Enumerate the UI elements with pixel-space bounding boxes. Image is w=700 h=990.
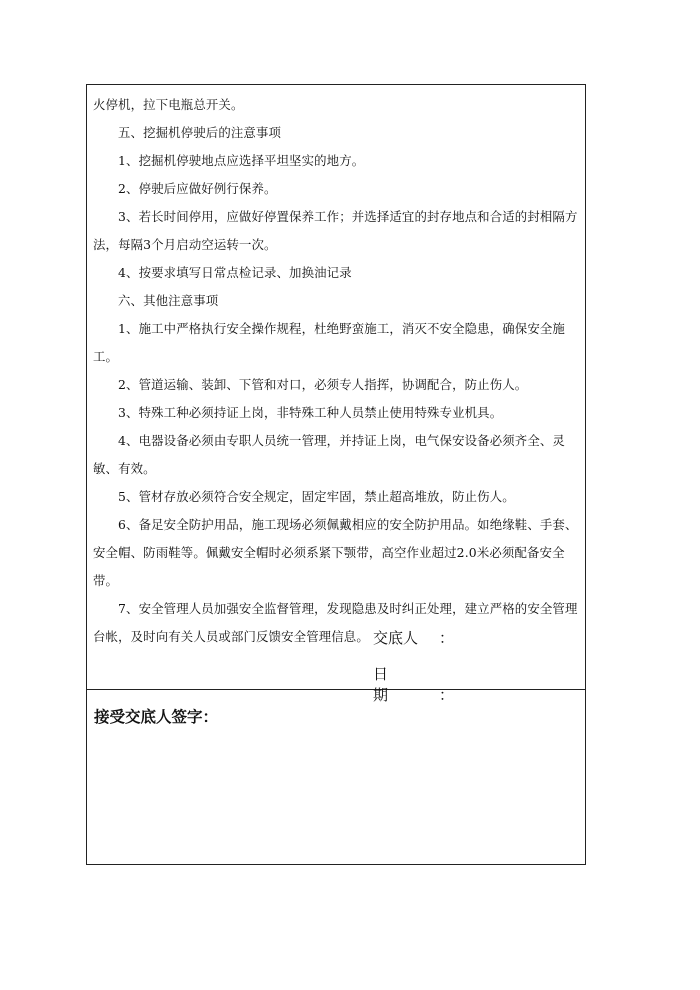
paragraph: 1、挖掘机停驶地点应选择平坦坚实的地方。 bbox=[118, 153, 365, 168]
paragraph: 6、备足安全防护用品，施工现场必须佩戴相应的安全防护用品。如绝缘鞋、手套、安全帽、防雨鞋等。佩戴安全帽时必须系紧下颚带，高空作业超过2.0米必须配备安全带。 bbox=[93, 517, 578, 588]
section-heading-6: 六、其他注意事项 bbox=[118, 293, 219, 308]
paragraph: 5、管材存放必须符合安全规定，固定牢固，禁止超高堆放，防止伤人。 bbox=[118, 489, 515, 504]
paragraph: 7、安全管理人员加强安全监督管理，发现隐患及时纠正处理，建立严格的安全管理台帐，及时向有关人员或部门反馈安全管理信息。 bbox=[93, 601, 578, 644]
section-heading-5: 五、挖掘机停驶后的注意事项 bbox=[118, 125, 282, 140]
discloser-signature-line bbox=[373, 627, 454, 648]
disclosure-body bbox=[93, 91, 581, 651]
paragraph: 3、若长时间停用，应做好停置保养工作；并选择适宜的封存地点和合适的封相隔方法，每隔3个月启动空运转一次。 bbox=[93, 209, 578, 252]
date-label: 日期 bbox=[373, 665, 406, 704]
receiver-signature-label: 接受交底人签字： bbox=[94, 708, 219, 726]
date-colon: ： bbox=[439, 686, 455, 704]
paragraph: 3、特殊工种必须持证上岗，非特殊工种人员禁止使用特殊专业机具。 bbox=[118, 405, 503, 420]
paragraph: 4、按要求填写日常点检记录、加换油记录 bbox=[118, 265, 352, 280]
discloser-colon: ： bbox=[439, 629, 455, 647]
paragraph: 1、施工中严格执行安全操作规程，杜绝野蛮施工，消灭不安全隐患，确保安全施工。 bbox=[93, 321, 565, 364]
paragraph: 火停机，拉下电瓶总开关。 bbox=[93, 97, 244, 112]
disclosure-table bbox=[86, 84, 586, 865]
discloser-label: 交底人 bbox=[373, 629, 419, 647]
receiver-signature-cell bbox=[87, 689, 585, 864]
paragraph: 2、停驶后应做好例行保养。 bbox=[118, 181, 277, 196]
paragraph: 2、管道运输、装卸、下管和对口，必须专人指挥，协调配合，防止伤人。 bbox=[118, 377, 528, 392]
content-cell bbox=[87, 85, 585, 704]
paragraph: 4、电器设备必须由专职人员统一管理，并持证上岗，电气保安设备必须齐全、灵敏、有效。 bbox=[93, 433, 565, 476]
